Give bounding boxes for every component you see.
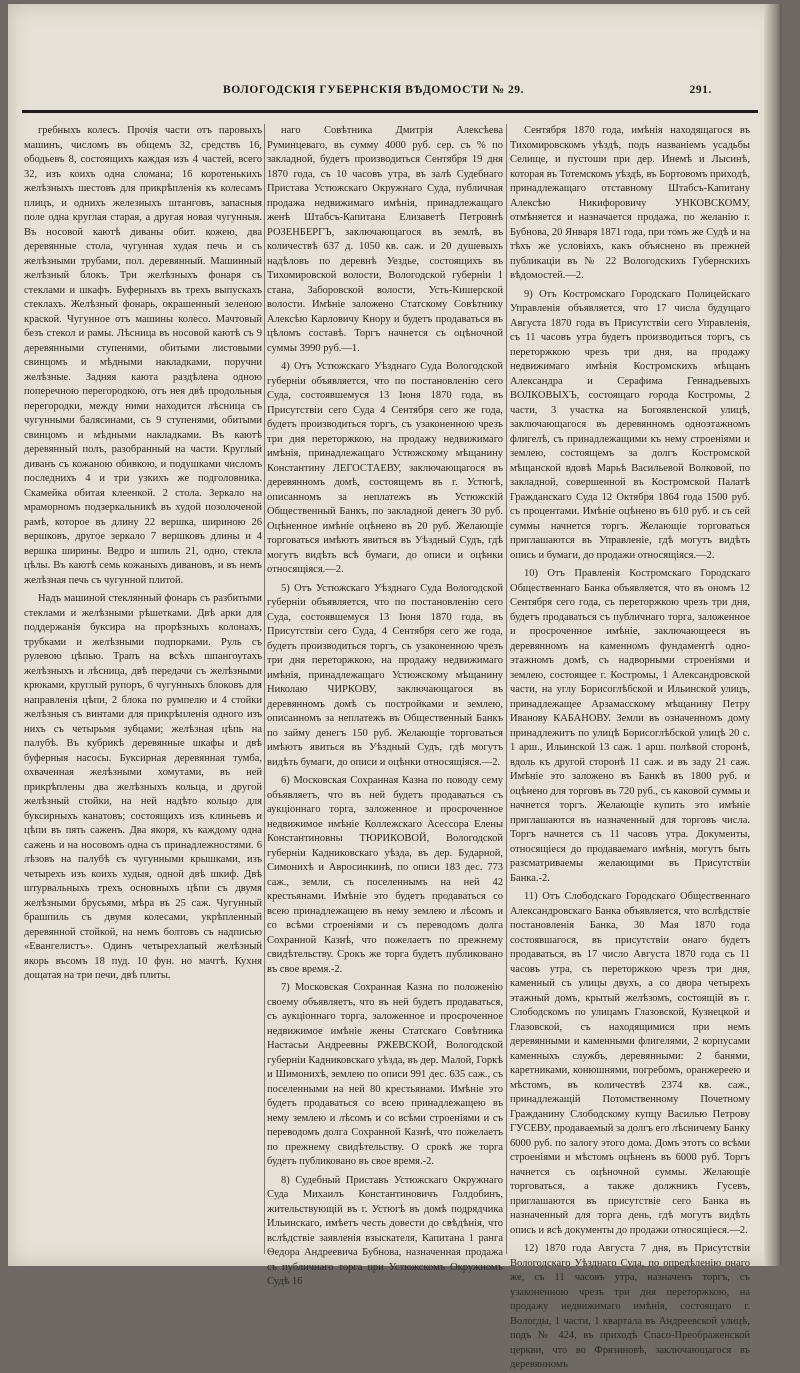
page-edge-shadow bbox=[764, 4, 782, 1266]
page-header bbox=[28, 84, 756, 102]
column-divider bbox=[264, 124, 265, 1254]
paragraph: 7) Московская Сохранная Казна по положенію своему объявляетъ, что въ ней будетъ продаваться, съ аукціоннаго торга, заложенное и просроченное недвижимое имѣніе жены Статскаго Совѣтника Настасьи Андреевны РЖЕВСКОЙ, Вологодской губерніи Кадниковскаго уѣзда, въ дер. Малой, Горкѣ и Шимонихѣ, землею по описи 991 дес. 635 саж., съ поселенными на ней 80 крестьянами. Имѣніе это будетъ продаваться со всею принадлежащею въ нему землею и лѣсомъ и со всѣми строеніями и съ переводомъ долга Сохранной Казнѣ, что пожелаетъ по прежнему свидѣтельству. О срокѣ же торга будетъ публиковано въ свое время.-2. bbox=[267, 982, 503, 1167]
paragraph: 11) Отъ Слободскаго Городскаго Общественнаго Александровскаго Банка объявляется, что вслѣдствіе постановленія Банка, 30 Мая 1870 года состоявшагося, въ присутствіи онаго будетъ продаваться, въ 17 число Августа 1870 года съ 11 часовъ утра, съ переторжкою чрезъ три дня, каменный съ улицы двухъ, а со двора четырехъ этажный домъ, крытый желѣзомъ, состоящій въ г. Слободскомъ по улицамъ Глазовской, Кузнецкой и Глазовской, съ находящимися при немъ деревянными и каменными флигелями, 2 корпусами каменныхъ службъ, деревянными: 2 банями, каретниками, конюшнями, погребомъ, оранжереею и мѣстомъ, въ количествѣ 2374 кв. саж., принадлежащій Потомственному Почетному Гражданину Слободскому купцу Василью Петрову ГУСЕВУ, продаваемый за долгъ его лѣсничему Банку 6000 руб. по залогу этого дома. Домъ этотъ со всѣми строеніями и мѣстомъ оцѣненъ въ 6000 руб. Торгъ начнется съ оцѣночной суммы. Желающіе торговаться, а также должникъ Гусевъ, приглашаются въ присутствіе сего Банка въ назначенный для торга день, гдѣ могутъ видѣть опись и всѣ документы до продажи относящіеся.—2. bbox=[510, 891, 750, 1236]
paragraph: 10) Отъ Правленія Костромскаго Городскаго Общественнаго Банка объявляется, что въ ономъ 12 Сентября сего года, съ переторжкою чрезъ три дня, будетъ продаваться съ публичнаго торга, заложенное и просроченное имѣніе, заключающееся въ деревянномъ на каменномъ фундаментѣ одно-этажномъ домѣ, съ надворными строеніями и землею, состоящее г. Костромы, 1 Александровской части, на углу Борисоглѣбской и Ильинской улицъ, принадлежащее Арзамасскому мѣщанину Петру Иванову КАБАНОВУ. Земли въ означенномъ дому принадлежитъ по улицѣ Борисоглѣбской улицѣ 20 с. 1 арш., Ильинской 13 саж. 1 арш. полѣвой сторонѣ, вдоль къ другой сторонѣ 11 саж. и въ заду 21 саж. Имѣніе это заложено въ Банкѣ въ 1800 руб. и оцѣнено для торговъ въ 720 руб., съ каковой суммы и начнется торгъ. Желающіе купить это имѣніе приглашаются въ назначенный для торговъ числа. Торгъ начнется съ 11 часовъ утра. Документы, относящіеся до продаваемаго имѣнія, могутъ быть разсматриваемы желающими въ Присутствіи Банка.-2. bbox=[510, 568, 750, 884]
column-middle bbox=[267, 124, 503, 1287]
paragraph: 5) Отъ Устюжскаго Уѣзднаго Суда Вологодской губерніи объявляется, что по постановленію сего Суда, состоявшемуся 13 Іюня 1870 года, въ Присутствіи сего Суда, 4 Сентября сего же года, будетъ производиться торгъ, съ узаконенною чрезъ три дня переторжкою, на продажу недвижимаго имѣнія, принадлежащаго Устюжскому мѣщанину Николаю ЧИРКОВУ, заключающагося въ деревянномъ домѣ съ постройками и землею, описанномъ за неплатежъ въ Общественный Банкъ по займу денегъ 150 руб. Желающіе торговаться имѣютъ явиться въ Уѣздный Судъ, гдѣ могутъ видѣть бумаги, до описи и оцѣнки относящіяся.—2. bbox=[267, 582, 503, 768]
page-number: 291. bbox=[689, 84, 712, 96]
header-rule bbox=[22, 110, 758, 113]
paragraph: гребныхъ колесъ. Прочія части отъ паровыхъ машинъ, числомъ въ общемъ 32, средствъ 16, ободьевъ 8, состоящихъ каждая изъ 4 частей, всего 32, изъ коихъ одна сломана; 16 коротенькихъ желѣзныхъ шестовъ для прикрѣпленія къ колесамъ плицъ, и однихъ железныхъ штанговъ, запасныя поле одна круглая старая, а другая новая чугунныя. Въ носовой каютѣ диваны обит. кожею, два деревянные стола, чугунная худая печь и съ желѣзными трубами, пол. деревянный. Машинный желѣзный блокъ. Три желѣзныхъ фонаря съ стеклами и шкафъ. Буферныхъ въ трехъ выпускахъ стеклахъ. Желѣзный фонарь, окрашенный зеленою краской. Чугунное отъ машины колесо. Мачтовый безъ стекол и рамы. Лѣсница въ носовой каютѣ съ 9 деревянными ступенями, обитыми листовыми свинцомъ и мѣдными накладками, поручни желѣзные. Задняя каюта раздѣлена одною поперечною перегородкою, отъ нея двѣ продольныя перегородки, между ними находится лѣсница съ чугунными балясинами, съ 9 ступенями, обитыми свинцомъ и мѣдными накладками. Въ каютѣ деревянный полъ, разобранный на части. Круглый диванъ съ кожаною обивкою, и подушками числомъ последнихъ 4 и три узкихъ же подголовника. Скамейка обитая клеенкой. 2 стола. Зеркало на мраморномъ подзеркальникѣ въ худой позолоченой рамѣ, которое въ длину 22 вершка, шириною 26 вершковъ, другое зеркало 7 вершковъ длины и 4 вершка ширины. Ведро и шпиль 21, одно, стекла цѣлы. Въ каютѣ семь кожаныхъ дивановъ, и въ немъ желѣзная печь съ чугунной плитой. bbox=[24, 125, 262, 586]
column-right bbox=[510, 124, 750, 1370]
paragraph: Надъ машиной стеклянный фонарь съ разбитыми стеклами и желѣзными рѣшетками. Двѣ арки для поддержанія буксира на прорѣзныхъ колонахъ, трубками и желѣзными подпорками. Руль съ рулевою цѣпью. Трапъ на всѣхъ шпангоутахъ желѣзныхъ и лѣсница, двѣ передачи съ желѣзными крюками, круглый рупоръ, 6 чугунныхъ блоковъ для направленія цѣпи, 2 блока по румпелю и 4 стойки желѣзныя съ винтами для прикрѣпленія одного изъ нихъ съ четырьмя зубцами; желѣзная цѣпь на палубѣ. Въ кубрикѣ деревянные шкафы и двѣ буферныя насосы. Буксирная деревянная тумба, охваченная желѣзными хомутами, въ ней прикрѣплены два желѣзныхъ кольца, и другой желѣзный стойки, на ней надѣто кольцо для буксирныхъ канатовъ; состоящихъ изъ клиньевъ и цѣпи въ пять саженъ. Два якоря, къ каждому одна сажень и на носовомъ одна съ принадлежностями. 6 лѣзовъ на палубѣ съ чугунными крышками, изъ четырехъ изъ коихъ худыя, одной двѣ шкиф. Двѣ штурвальныхъ трехъ основныхъ цѣпи съ двумя желѣзными брусьями, мѣра въ 25 саж. Чугунный брашпиль съ двумя колесами, укрѣпленный деревянной стойкой, на немъ болтовъ съ надписью «Евангелистъ». Одинъ четырехлапый желѣзный якорь въсомъ 18 пуд. 10 фун. но мачтѣ. Кухня дощатая на три печи, двѣ плиты. bbox=[24, 593, 262, 981]
paragraph: 8) Судебный Приставъ Устюжскаго Окружнаго Суда Михаилъ Константиновичъ Голдобинъ, жительствующій въ г. Устюгѣ въ домѣ подрядчика Ильинскаго, имѣетъ честь довести до свѣдѣнія, что вслѣдствіе заявленія взыскателя, Капитана 1 ранга Ѳедора Андреевича Бубнова, назначенная продажа съ публичнаго торга при Устюжскомъ Окружномъ Судѣ 16 bbox=[267, 1174, 503, 1287]
column-left bbox=[24, 124, 262, 1259]
paragraph: 4) Отъ Устюжскаго Уѣзднаго Суда Вологодской губерніи объявляется, что по постановленію сего Суда, состоявшемуся 13 Іюня 1870 года, въ Присутствіи сего Суда 4 Сентября сего же года, будетъ производиться торгъ, съ узаконенною чрезъ три дня переторжкою, на продажу недвижимаго имѣнія, принадлежащаго Устюжскому мѣщанину Константину ЛЕГОСТАЕВУ, заключающагося въ деревянномъ домѣ, состоящемъ въ г. Устюгѣ, описанномъ за неплатежъ въ Устюжскій Общественный Банкъ, по закладной денегъ 30 руб. Оцѣненное имѣніе оцѣнено въ 20 руб. Желающіе торговаться имѣютъ явиться въ Уѣздный Судъ, гдѣ могутъ видѣть всѣ бумаги, до описи и оцѣнки относящіяся.—2. bbox=[267, 361, 503, 575]
paragraph: наго Совѣтника Дмитрія Алексѣева Руминцеваго, въ сумму 4000 руб. сер. съ % по закладной, будетъ производиться Сентября 19 дня 1870 года, съ 10 часовъ утра, въ залѣ Судебнаго Пристава Устюжскаго Окружнаго Суда, публичная продажа недвижимаго имѣнія, принадлежащаго женѣ Штабсъ-Капитана Елизаветѣ Петровнѣ РОЗЕНБЕРГЪ, заключающагося въ землѣ, въ количествѣ 637 д. 1050 кв. саж. и 20 душевыхъ надѣловъ по деревнѣ Уездье, состоящихъ въ Тихомировской волости, Вологодской губерніи 1 стана, Заборовской волости, Усть-Кишерской волости. Имѣніе заложено Статскому Совѣтнику Алексѣю Карловичу Кнору и будетъ продаваться въ цѣломъ составѣ. Торгъ начнется съ оцѣночной суммы 3990 руб.—1. bbox=[267, 125, 503, 354]
paragraph: 9) Отъ Костромскаго Городскаго Полицейскаго Управленія объявляется, что 17 числа будущаго Августа 1870 года въ Присутствіи сего Управленія, съ 11 часовъ утра будетъ производиться торгъ, съ переторжкою чрезъ три дня, на продажу недвижимаго имѣнія Костромскихъ мѣщанъ Александра и Серафима Геннадьевыхъ ВОЛКОВЫХЪ, состоящаго города Костромы, 2 части, 3 участка на Богоявленской улицѣ, заключающагося въ деревянномъ одноэтажномъ флигелѣ, съ принадлежащими къ нему строеніями и землею, состоящемъ за долгъ Костромской мѣщанской вдовѣ Марьѣ Васильевой Волковой, по закладной, совершенной въ Костромской Палатѣ Гражданскаго Суда 12 Октября 1864 года 1500 руб. съ процентами. Имѣніе оцѣнено въ 610 руб. и съ сей суммы начнется торгъ. Желающіе торговаться приглашаются въ Управленіе, гдѣ могутъ видѣть опись и бумаги, до продажи относящіяся.—2. bbox=[510, 288, 750, 561]
paragraph: 6) Московская Сохранная Казна по поводу сему объявляетъ, что въ ней будетъ продаваться съ аукціоннаго торга, заложенное и просроченное недвижимое имѣніе Коллежскаго Асессора Елены Константиновны ТЮРИКОВОЙ, Вологодской губерніи Кадниковскаго уѣзда, въ дер. Бударной, Симонихѣ и Авросинкинѣ, по описи 183 дес. 773 саж., земли, съ поселеннымъ на ней 42 крестьянами. Имѣніе это будетъ продаваться со всею принадлежащею въ нему землею и лѣсомъ и со всѣми строеніями и съ переводомъ долга Сохранной Казнѣ, что пожелаетъ по прежнему свидѣтельству. Срокъ же торга будетъ публиковано въ свое время.-2. bbox=[267, 775, 503, 975]
column-divider bbox=[506, 124, 507, 1254]
paragraph: 12) 1870 года Августа 7 дня, въ Присутствіи Вологодскаго Уѣзднаго Суда, по опредѣленію онаго же, съ 11 часовъ утра, назначенъ торгъ, съ узаконенною чрезъ три дня переторжкою, на продажу недвижимаго имѣнія, состоящаго г. Вологды, 1 части, 1 квартала въ Андреевской улицѣ, подъ № 424, въ приходѣ Спасо-Преображенской церкви, что во Фрязиновѣ, заключающагося въ деревянномъ bbox=[510, 1243, 750, 1370]
newspaper-page bbox=[8, 4, 782, 1370]
paragraph: Сентября 1870 года, имѣнія находящагося въ Тихомировскомъ уѣздѣ, подъ названіемъ усадьбы Селище, и пустоши при дер. Инемѣ и Лысинѣ, которая въ Тотемскомъ уѣздѣ, въ Бортовомъ приходѣ, принадлежащаго отставному Штабсъ-Капитану Алексѣю Никифоровичу УНКОВСКОМУ, отмѣняется и назначается продажа, по желанію г. Бубнова, 20 Января 1871 года, при томъ же Судѣ и на тѣхъ же условіяхъ, какъ объяснено въ прежней публикаціи въ № 22 Вологодскихъ Губернскихъ вѣдомостей.—2. bbox=[510, 125, 750, 281]
newspaper-title: ВОЛОГОДСКІЯ ГУБЕРНСКІЯ ВѢДОМОСТИ № 29. bbox=[223, 84, 525, 96]
